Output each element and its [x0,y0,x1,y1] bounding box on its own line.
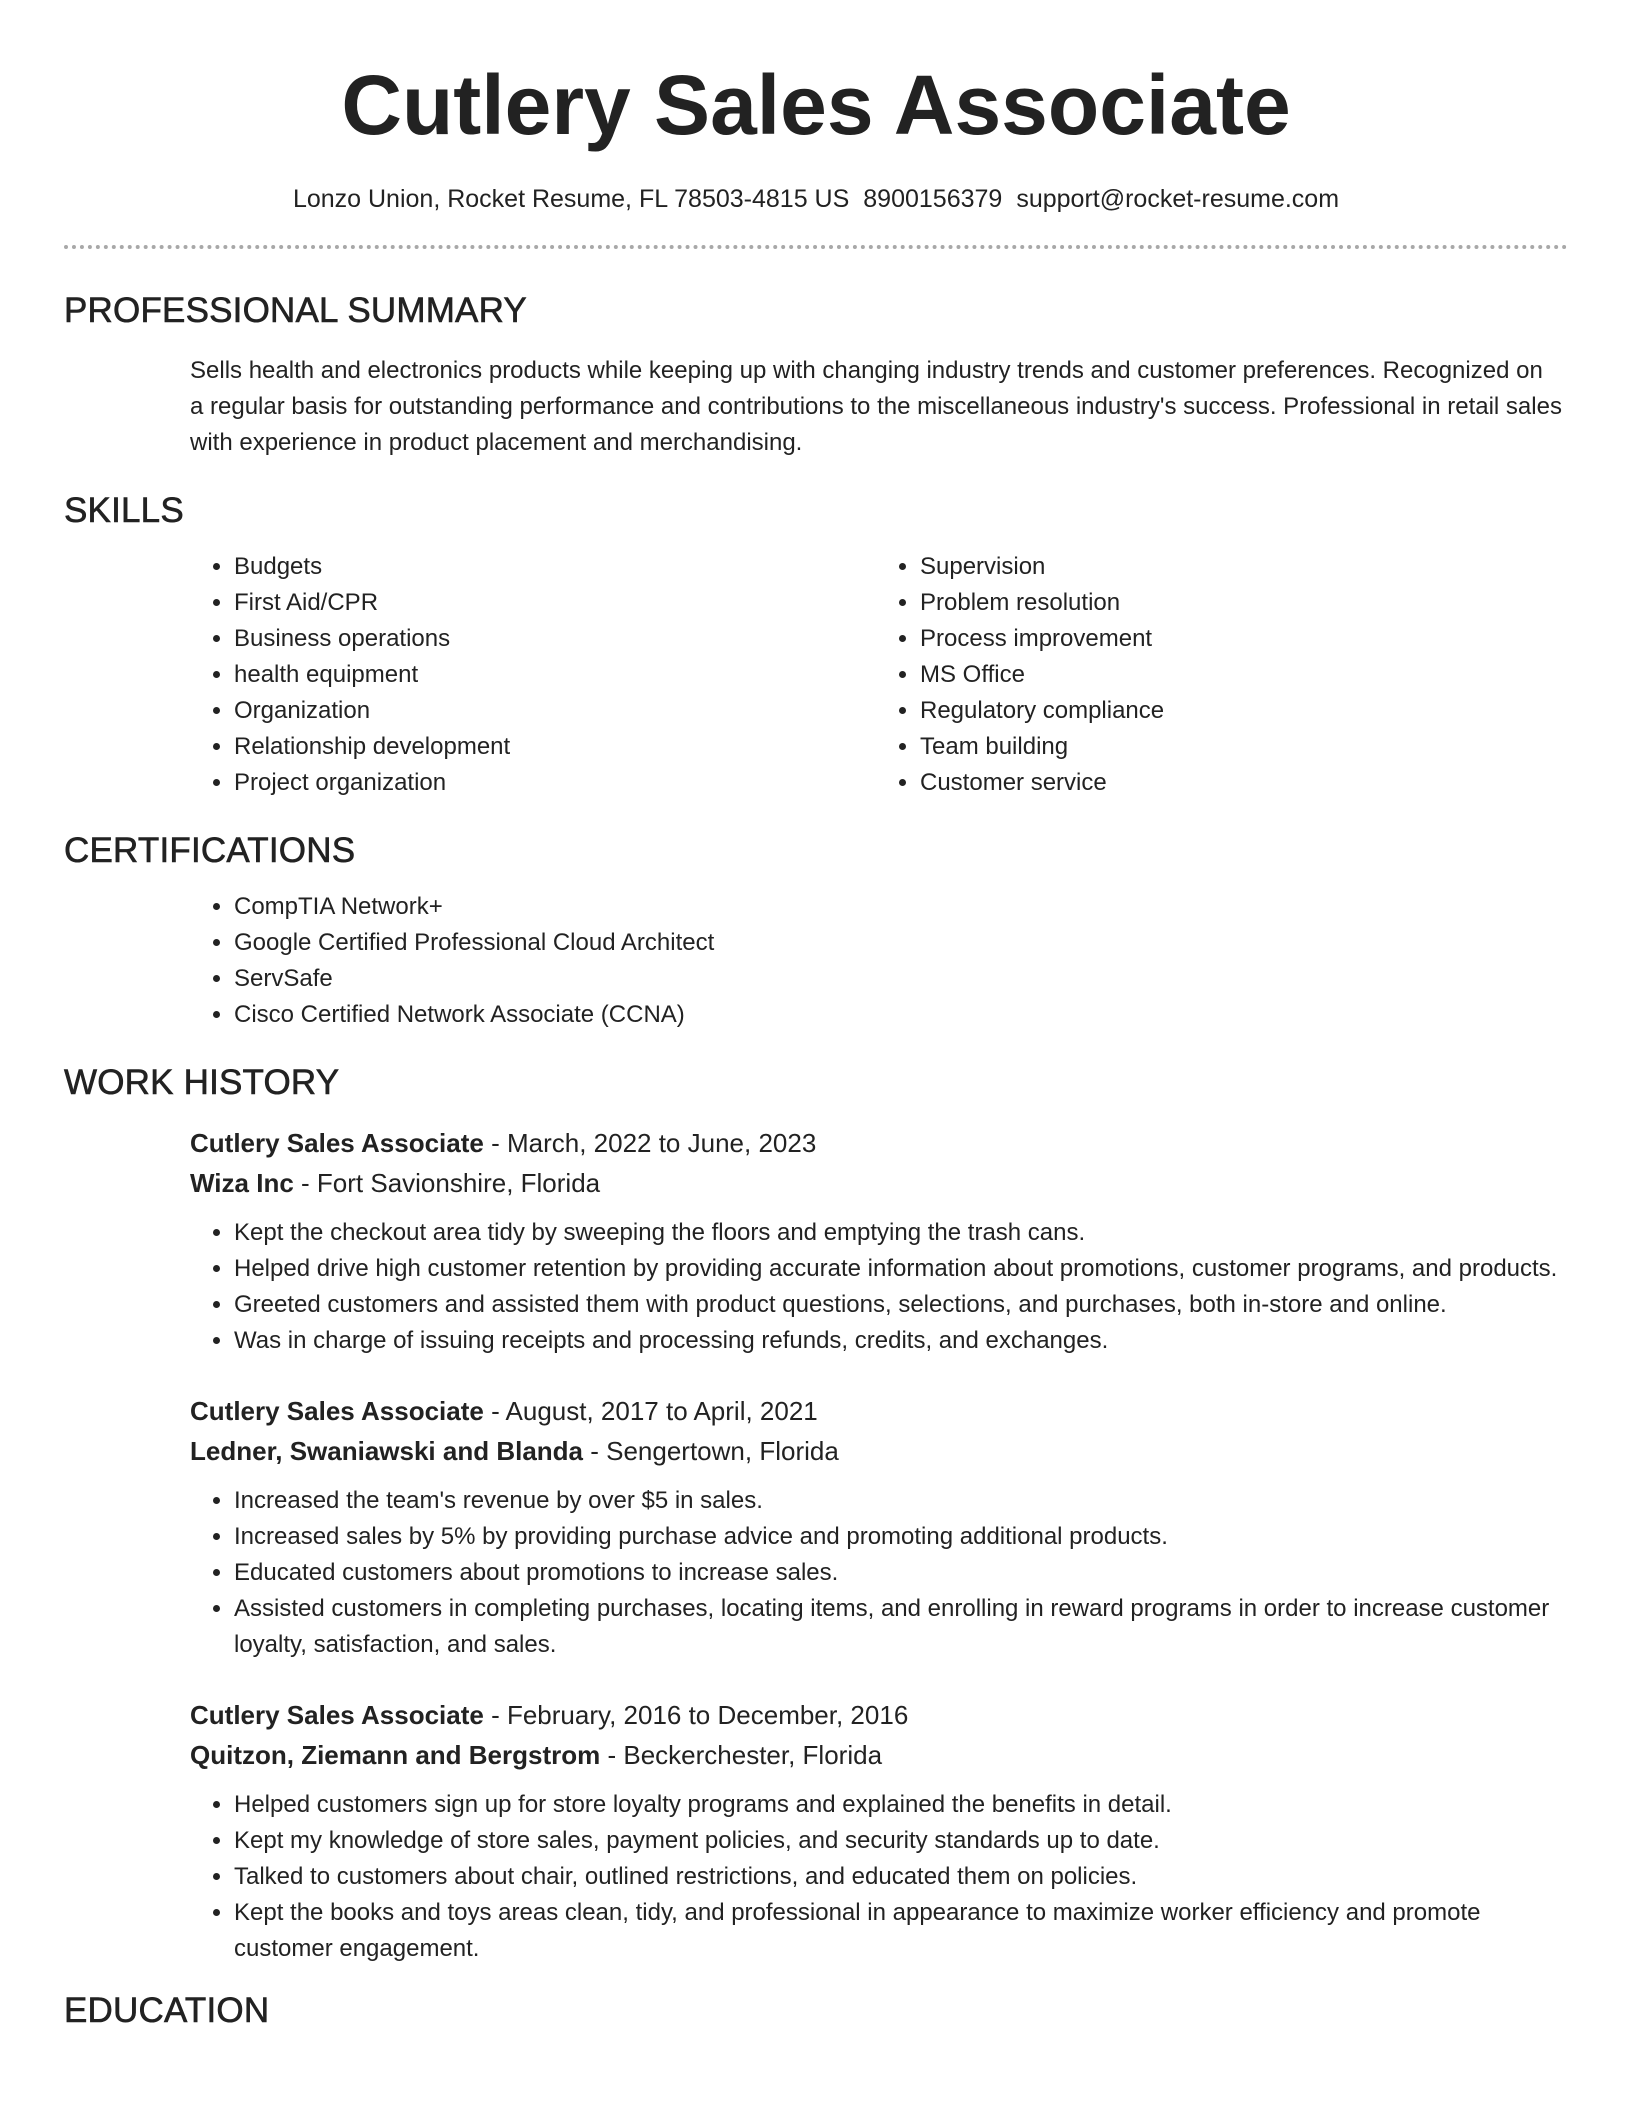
job-dates: - August, 2017 to April, 2021 [483,1396,818,1426]
list-item: • Budgets [234,549,876,585]
list-item: • Educated customers about promotions to increase sales. [234,1555,1562,1591]
list-item: • ServSafe [234,961,1562,997]
list-item: • Helped customers sign up for store loyalty programs and explained the benefits in detail. [234,1787,1562,1823]
list-item: • Customer service [920,765,1562,801]
skills-section [64,489,1568,801]
list-item: • Greeted customers and assisted them with product questions, selections, and purchases, both in-store and online. [234,1287,1562,1323]
job-title-line [190,1391,1562,1431]
list-item: • Problem resolution [920,585,1562,621]
list-item: • Increased the team's revenue by over $5 in sales. [234,1483,1562,1519]
job-title: Cutlery Sales Associate [190,1396,484,1426]
job-title-line [190,1123,1562,1163]
list-item: • Kept the checkout area tidy by sweeping the floors and emptying the trash cans. [234,1215,1562,1251]
job-dates: - February, 2016 to December, 2016 [483,1700,909,1730]
job-location: - Fort Savionshire, Florida [293,1168,601,1198]
list-item: • Increased sales by 5% by providing purchase advice and promoting additional products. [234,1519,1562,1555]
list-item: • Kept my knowledge of store sales, payment policies, and security standards up to date. [234,1823,1562,1859]
summary-section [64,289,1568,461]
job-entry [190,1695,1562,1967]
list-item: • MS Office [920,657,1562,693]
list-item: • Process improvement [920,621,1562,657]
list-item: • health equipment [234,657,876,693]
job-title: Cutlery Sales Associate [190,1700,484,1730]
list-item: • Kept the books and toys areas clean, tidy, and professional in appearance to maximize worker efficiency and promote customer engagement. [234,1895,1562,1967]
job-title-line [190,1695,1562,1735]
job-duties [190,1215,1562,1359]
job-company: Quitzon, Ziemann and Bergstrom [190,1740,601,1770]
certifications-section [64,829,1568,1033]
skills-list-right [876,549,1562,801]
list-item: • Organization [234,693,876,729]
candidate-name: Cutlery Sales Associate [341,58,1291,152]
list-item: • Project organization [234,765,876,801]
job-company-line [190,1735,1562,1775]
list-item: • Assisted customers in completing purchases, locating items, and enrolling in reward programs in order to increase customer loyalty, satisfaction, and sales. [234,1591,1562,1663]
summary-text: Sells health and electronics products while keeping up with changing industry trends and customer preferences. Recognized on a regular basis for outstanding performance and contributions to the miscellaneous industry's success. Professional in retail sales with experience in product placement and merchandising. [190,357,1562,456]
job-entry [190,1391,1562,1663]
job-company: Wiza Inc [190,1168,294,1198]
job-dates: - March, 2022 to June, 2023 [483,1128,817,1158]
list-item: • Was in charge of issuing receipts and processing refunds, credits, and exchanges. [234,1323,1562,1359]
skills-heading: SKILLS [64,491,184,530]
header-divider [64,245,1568,249]
contact-email: support@rocket-resume.com [1016,185,1340,213]
skills-list-left [190,549,876,801]
list-item: • Talked to customers about chair, outlined restrictions, and educated them on policies. [234,1859,1562,1895]
list-item: • Supervision [920,549,1562,585]
list-item: • Google Certified Professional Cloud Architect [234,925,1562,961]
education-section [64,1989,1568,2033]
list-item: • Helped drive high customer retention by providing accurate information about promotions, customer programs, and products. [234,1251,1562,1287]
list-item: • First Aid/CPR [234,585,876,621]
summary-heading: PROFESSIONAL SUMMARY [64,291,527,330]
work-history-section [64,1061,1568,1967]
list-item: • Team building [920,729,1562,765]
contact-address: Lonzo Union, Rocket Resume, FL 78503-4815 US [292,185,850,213]
list-item: • Cisco Certified Network Associate (CCNA) [234,997,1562,1033]
job-company-line [190,1431,1562,1471]
education-heading: EDUCATION [64,1991,270,2030]
job-company: Ledner, Swaniawski and Blanda [190,1436,584,1466]
certifications-heading: CERTIFICATIONS [64,831,356,870]
job-duties [190,1483,1562,1663]
contact-phone: 8900156379 [863,185,1003,213]
job-company-line [190,1163,1562,1203]
work-history-heading: WORK HISTORY [64,1063,340,1102]
job-location: - Beckerchester, Florida [600,1740,883,1770]
job-duties [190,1787,1562,1967]
list-item: • Regulatory compliance [920,693,1562,729]
list-item: • Relationship development [234,729,876,765]
contact-line [64,182,1568,216]
job-title: Cutlery Sales Associate [190,1128,484,1158]
list-item: • Business operations [234,621,876,657]
certifications-list [190,889,1562,1033]
list-item: • CompTIA Network+ [234,889,1562,925]
job-location: - Sengertown, Florida [583,1436,839,1466]
job-entry [190,1123,1562,1359]
